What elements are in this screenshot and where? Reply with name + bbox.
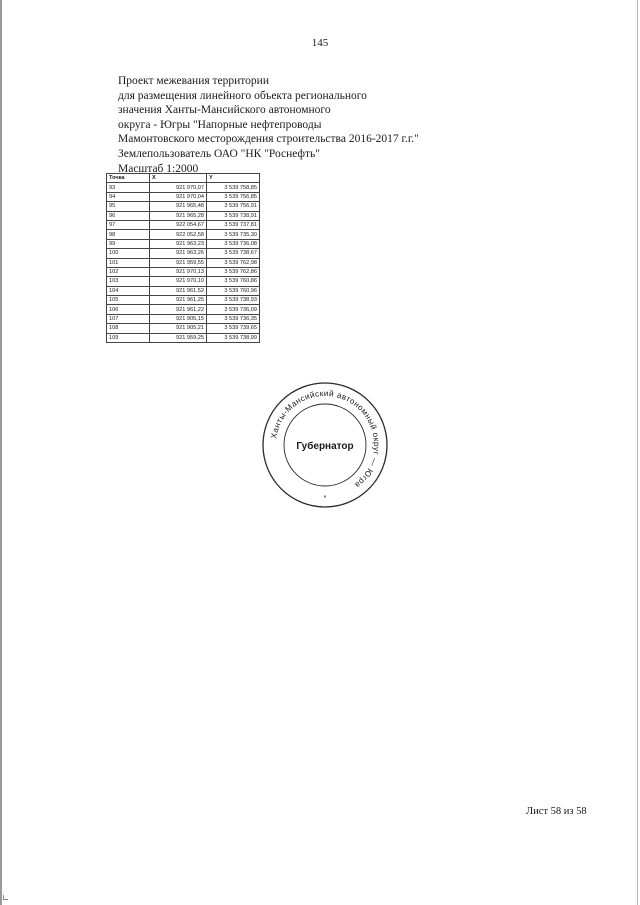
- cell-point: 109: [107, 333, 150, 342]
- cell-point: 94: [107, 192, 150, 201]
- column-header-y: Y: [207, 174, 260, 183]
- cell-point: 101: [107, 258, 150, 267]
- cell-y: 3 539 735,30: [207, 230, 260, 239]
- cell-point: 106: [107, 305, 150, 314]
- cell-x: 921 905,21: [150, 324, 207, 333]
- table-row: [107, 267, 260, 276]
- cell-point: 105: [107, 296, 150, 305]
- cell-y: 3 539 760,86: [207, 277, 260, 286]
- cell-x: 921 965,28: [150, 211, 207, 220]
- cell-x: 921 963,26: [150, 249, 207, 258]
- cell-point: 100: [107, 249, 150, 258]
- table-row: [107, 220, 260, 229]
- cell-x: 922 052,58: [150, 230, 207, 239]
- cell-x: 921 959,55: [150, 258, 207, 267]
- cell-y: 3 539 762,86: [207, 267, 260, 276]
- heading-line: значения Ханты-Мансийского автономного: [118, 104, 331, 117]
- cell-x: 921 961,22: [150, 305, 207, 314]
- sheet-number: Лист 58 из 58: [526, 806, 587, 817]
- seal-star: *: [323, 495, 327, 502]
- table-row: [107, 324, 260, 333]
- cell-y: 3 539 756,85: [207, 192, 260, 201]
- column-header-x: X: [150, 174, 207, 183]
- heading-line: для размещения линейного объекта регионального: [118, 89, 367, 102]
- cell-y: 3 539 762,98: [207, 258, 260, 267]
- cell-y: 3 539 738,99: [207, 333, 260, 342]
- heading-line: Мамонтовского месторождения строительства 2016-2017 г.г.": [118, 133, 419, 146]
- cell-y: 3 539 736,08: [207, 239, 260, 248]
- cell-y: 3 539 736,35: [207, 314, 260, 323]
- cell-point: 98: [107, 230, 150, 239]
- table-row: [107, 296, 260, 305]
- table-row: [107, 249, 260, 258]
- seal-ring-text: Ханты-Мансийский автономный округ — Югра: [269, 388, 382, 490]
- cell-x: 921 970,13: [150, 267, 207, 276]
- cell-point: 95: [107, 202, 150, 211]
- cell-x: 921 970,04: [150, 192, 207, 201]
- table-row: [107, 192, 260, 201]
- cell-point: 99: [107, 239, 150, 248]
- column-header-point: Точка: [107, 174, 150, 183]
- page-edge-right: [637, 0, 638, 905]
- cell-x: 921 963,23: [150, 239, 207, 248]
- table-row: [107, 305, 260, 314]
- table-row: [107, 211, 260, 220]
- cell-y: 3 539 760,96: [207, 286, 260, 295]
- cell-x: 921 959,25: [150, 333, 207, 342]
- cell-x: 921 961,52: [150, 286, 207, 295]
- table-row: [107, 314, 260, 323]
- table-body: [107, 183, 260, 343]
- table-row: [107, 202, 260, 211]
- cell-point: 96: [107, 211, 150, 220]
- cell-y: 3 539 738,93: [207, 296, 260, 305]
- coordinates-table: [106, 173, 260, 343]
- cell-y: 3 539 736,09: [207, 305, 260, 314]
- seal-center-text: Губернатор: [296, 441, 354, 452]
- cell-x: 921 905,15: [150, 314, 207, 323]
- cell-y: 3 539 737,81: [207, 220, 260, 229]
- cell-x: 921 961,25: [150, 296, 207, 305]
- corner-mark: [3, 895, 8, 900]
- cell-point: 102: [107, 267, 150, 276]
- cell-point: 97: [107, 220, 150, 229]
- cell-y: 3 539 758,85: [207, 183, 260, 192]
- heading-line: округа - Югры "Напорные нефтепроводы: [118, 118, 322, 131]
- cell-point: 103: [107, 277, 150, 286]
- cell-x: 922 054,67: [150, 220, 207, 229]
- heading-line: Проект межевания территории: [118, 75, 269, 87]
- heading-line: Землепользователь ОАО "НК "Роснефть": [118, 147, 320, 160]
- table-row: [107, 239, 260, 248]
- table-row: [107, 258, 260, 267]
- cell-x: 921 965,48: [150, 202, 207, 211]
- cell-y: 3 539 756,91: [207, 202, 260, 211]
- cell-point: 104: [107, 286, 150, 295]
- cell-y: 3 539 739,65: [207, 324, 260, 333]
- cell-y: 3 539 738,67: [207, 249, 260, 258]
- table-row: [107, 183, 260, 192]
- cell-y: 3 539 738,91: [207, 211, 260, 220]
- table-row: [107, 286, 260, 295]
- cell-point: 107: [107, 314, 150, 323]
- table-row: [107, 277, 260, 286]
- page-edge-left: [0, 0, 2, 905]
- page-number: 145: [311, 37, 329, 49]
- heading-line: Масштаб 1:2000: [118, 162, 199, 175]
- document-heading: [118, 74, 478, 176]
- cell-point: 93: [107, 183, 150, 192]
- cell-x: 921 970,07: [150, 183, 207, 192]
- cell-x: 921 970,10: [150, 277, 207, 286]
- table-row: [107, 333, 260, 342]
- governor-seal: [260, 380, 390, 510]
- table-row: [107, 230, 260, 239]
- table-header-row: [107, 174, 260, 183]
- cell-point: 108: [107, 324, 150, 333]
